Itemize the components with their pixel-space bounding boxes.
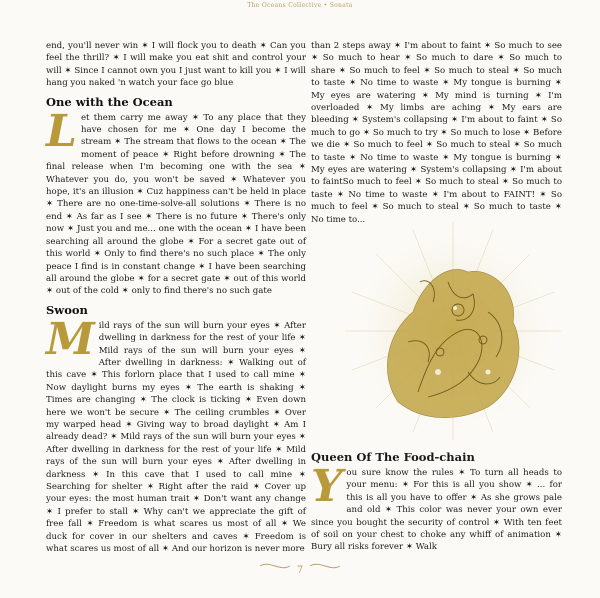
song-title-swoon: Swoon	[46, 302, 88, 317]
lyrics-swoon-continuation: than 2 steps away ✶ I'm about to faint ✶ So much to see ✶ So much to hear ✶ So much to dare ✶ So much to share ✶ So much to feel ✶ So much to steal ✶ So much to taste ✶ No time to waste ✶ My tongue is burning ✶ My eyes are watering ✶ My mind is turning ✶ I'm overloaded ✶ My limbs are aching ✶ My ears are bleeding ✶ System's collapsing ✶ I'm about to faint ✶ So much to go ✶ So much to try ✶ So much to lose ✶ Before we die ✶ So much to feel ✶ So much to steal ✶ So much to taste ✶ No time to waste ✶ My tongue is burning ✶ My eyes are watering ✶ System's collapsing ✶ I'm about to faintSo much to feel ✶ So much to steal ✶ So much to taste ✶ No time to waste ✶ I'm about to FAINT! ✶ So much to feel ✶ So much to steal ✶ So much to taste ✶ No time to...	[311, 41, 562, 225]
ornate-illustration	[328, 222, 578, 440]
lyrics-continuation: end, you'll never win ✶ I will flock you to death ✶ Can you feel the thrill? ✶ I will make you eat shit and control your will ✶ Since I cannot own you I just want to kill you ✶ I will hang you naked 'n watch your face go blue	[46, 41, 306, 89]
left-column	[46, 40, 306, 555]
song-title-queen-of-the-food-chain: Queen Of The Food-chain	[311, 450, 475, 464]
lyrics-one-with-the-ocean: Let them carry me away ✶ To any place that they have chosen for me ✶ One day I become the stream ✶ The stream that flows to the ocean ✶ The moment of peace ✶ Right before drowning ✶ The final release when I'm becoming one with the sea ✶ Whatever you do, you won't be saved ✶ Whatever you hope, it's an illusion ✶ Cuz happiness can't be held in place ✶ There are no one-time-solve-all solutions ✶ There is no end ✶ As far as I see ✶ There is no future ✶ There's only now ✶ Just you and me... one with the ocean ✶ I have been searching all around the globe ✶ For a secret gate out of this world ✶ Only to find there's no such place ✶ The only peace I find is in constant change ✶ I have been searching all around the globe ✶ for a secret gate ✶ out of this world ✶ out of the cold ✶ only to find there's no such gate	[46, 105, 306, 297]
lyrics-swoon: Mild rays of the sun will burn your eyes ✶ After dwelling in darkness for the rest of your life ✶ Mild rays of the sun will burn your eyes ✶ After dwelling in darkness: ✶ Walking out of this cave ✶ This forlorn place that I used to call mine ✶ Now daylight burns my eyes ✶ The earth is shaking ✶ Times are changing ✶ The clock is ticking ✶ Even down here we won't be secure ✶ The ceiling crumbles ✶ Over my warped head ✶ Giving way to broad daylight ✶ Am I already dead? ✶ Mild rays of the sun will burn your eyes ✶ After dwelling in darkness for the rest of your life ✶ Mild rays of the sun will burn your eyes ✶ After dwelling in darkness ✶ In this cave that I used to call mine ✶ Searching for shelter ✶ Right after the raid ✶ Cover up your eyes: the most human trait ✶ Don't want any change ✶ I prefer to stall ✶ Why can't we appreciate the gift of free fall ✶ Freedom is what scares us most of all ✶ We duck for cover in our shelters and caves ✶ Freedom is what scares us most of all ✶ And our horizon is never more	[46, 313, 306, 555]
right-column	[311, 40, 562, 226]
lyrics-queen-of-the-food-chain: You sure know the rules ✶ To turn all heads to your menu: ✶ For this is all you show ✶ ... for this is all you have to offer ✶ As she grows pale and old ✶ This color was never your own ever since you bought the security of control ✶ With ten feet of soil on your chest to choke any whiff of animation ✶ Bury all risks forever ✶ Walk	[311, 461, 562, 553]
running-header: The Oceans Collective • Sonata	[247, 2, 353, 9]
queen-of-the-food-chain-section	[311, 450, 562, 554]
song-title-one-with-the-ocean: One with the Ocean	[46, 94, 173, 109]
drop-cap-l: L	[46, 105, 77, 157]
drop-cap-y: Y	[311, 461, 343, 512]
page-number: 7	[296, 565, 304, 576]
drop-cap-m: M	[46, 313, 95, 365]
